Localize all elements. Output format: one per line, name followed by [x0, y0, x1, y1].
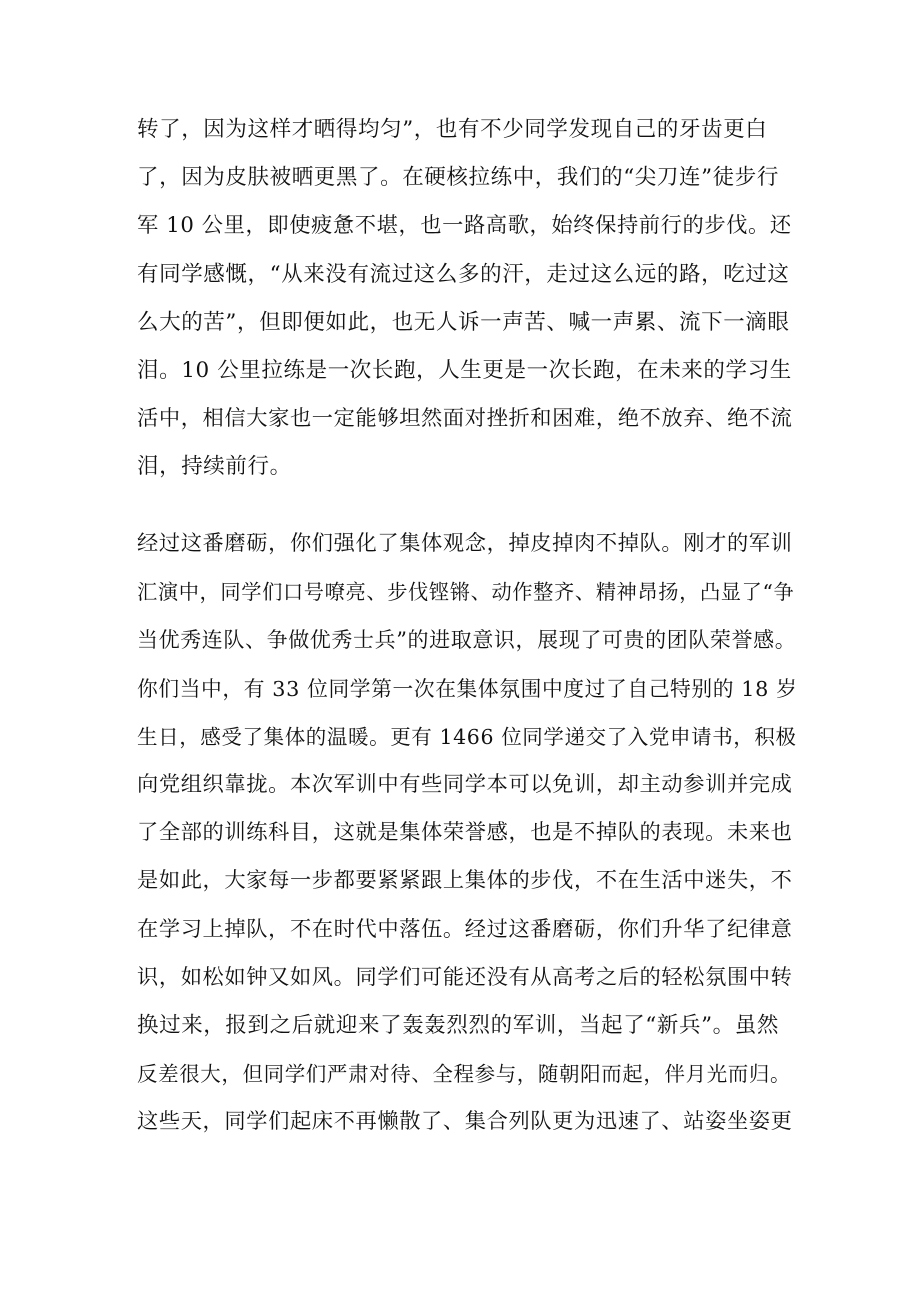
- text-line: 当优秀连队、争做优秀士兵”的进取意识，展现了可贵的团队荣誉感。: [137, 628, 797, 653]
- paragraph-2: [137, 520, 797, 1146]
- text-line: 泪。10 公里拉练是一次长跑，人生更是一次长跑，在未来的学习生: [137, 357, 792, 383]
- text-line: 泪，持续前行。: [137, 454, 292, 480]
- text-line: 有同学感慨，“从来没有流过这么多的汗，走过这么远的路，吃过这: [137, 261, 790, 287]
- text-line: 换过来，报到之后就迎来了轰轰烈烈的军训，当起了“新兵”。虽然: [137, 1012, 779, 1038]
- text-line: 汇演中，同学们口号嘹亮、步伐铿锵、动作整齐、精神昂扬，凸显了“争: [137, 580, 795, 605]
- text-line: 你们当中，有 33 位同学第一次在集体氛围中度过了自己特别的 18 岁: [137, 676, 798, 701]
- text-line: 反差很大，但同学们严肃对待、全程参与，随朝阳而起，伴月光而归。: [137, 1062, 792, 1087]
- text-line: 识，如松如钟又如风。同学们可能还没有从高考之后的轻松氛围中转: [137, 964, 793, 990]
- text-line: 向党组织靠拢。本次军训中有些同学本可以免训，却主动参训并完成: [137, 771, 793, 797]
- text-line: 生日，感受了集体的温暖。更有 1466 位同学递交了入党申请书，积极: [137, 724, 797, 749]
- text-line: 在学习上掉队，不在时代中落伍。经过这番磨砺，你们升华了纪律意: [137, 916, 793, 942]
- text-line: 军 10 公里，即使疲惫不堪，也一路高歌，始终保持前行的步伐。还: [137, 213, 792, 239]
- text-line: 了全部的训练科目，这就是集体荣誉感，也是不掉队的表现。未来也: [137, 820, 793, 846]
- text-line: 转了，因为这样才晒得均匀”，也有不少同学发现自己的牙齿更白: [137, 117, 768, 142]
- text-line: 经过这番磨砺，你们强化了集体观念，掉皮掉肉不掉队。刚才的军训: [137, 531, 793, 556]
- paragraph-1: [137, 106, 797, 492]
- text-line: 这些天，同学们起床不再懒散了、集合列队更为迅速了、站姿坐姿更: [137, 1109, 793, 1135]
- text-line: 是如此，大家每一步都要紧紧跟上集体的步伐，不在生活中迷失，不: [137, 868, 793, 894]
- text-line: 活中，相信大家也一定能够坦然面对挫折和困难，绝不放弃、绝不流: [137, 406, 793, 432]
- text-line: 么大的苦”，但即便如此，也无人诉一声苦、喊一声累、流下一滴眼: [137, 309, 790, 335]
- text-line: 了，因为皮肤被晒更黑了。在硬核拉练中，我们的“尖刀连”徒步行: [137, 165, 779, 191]
